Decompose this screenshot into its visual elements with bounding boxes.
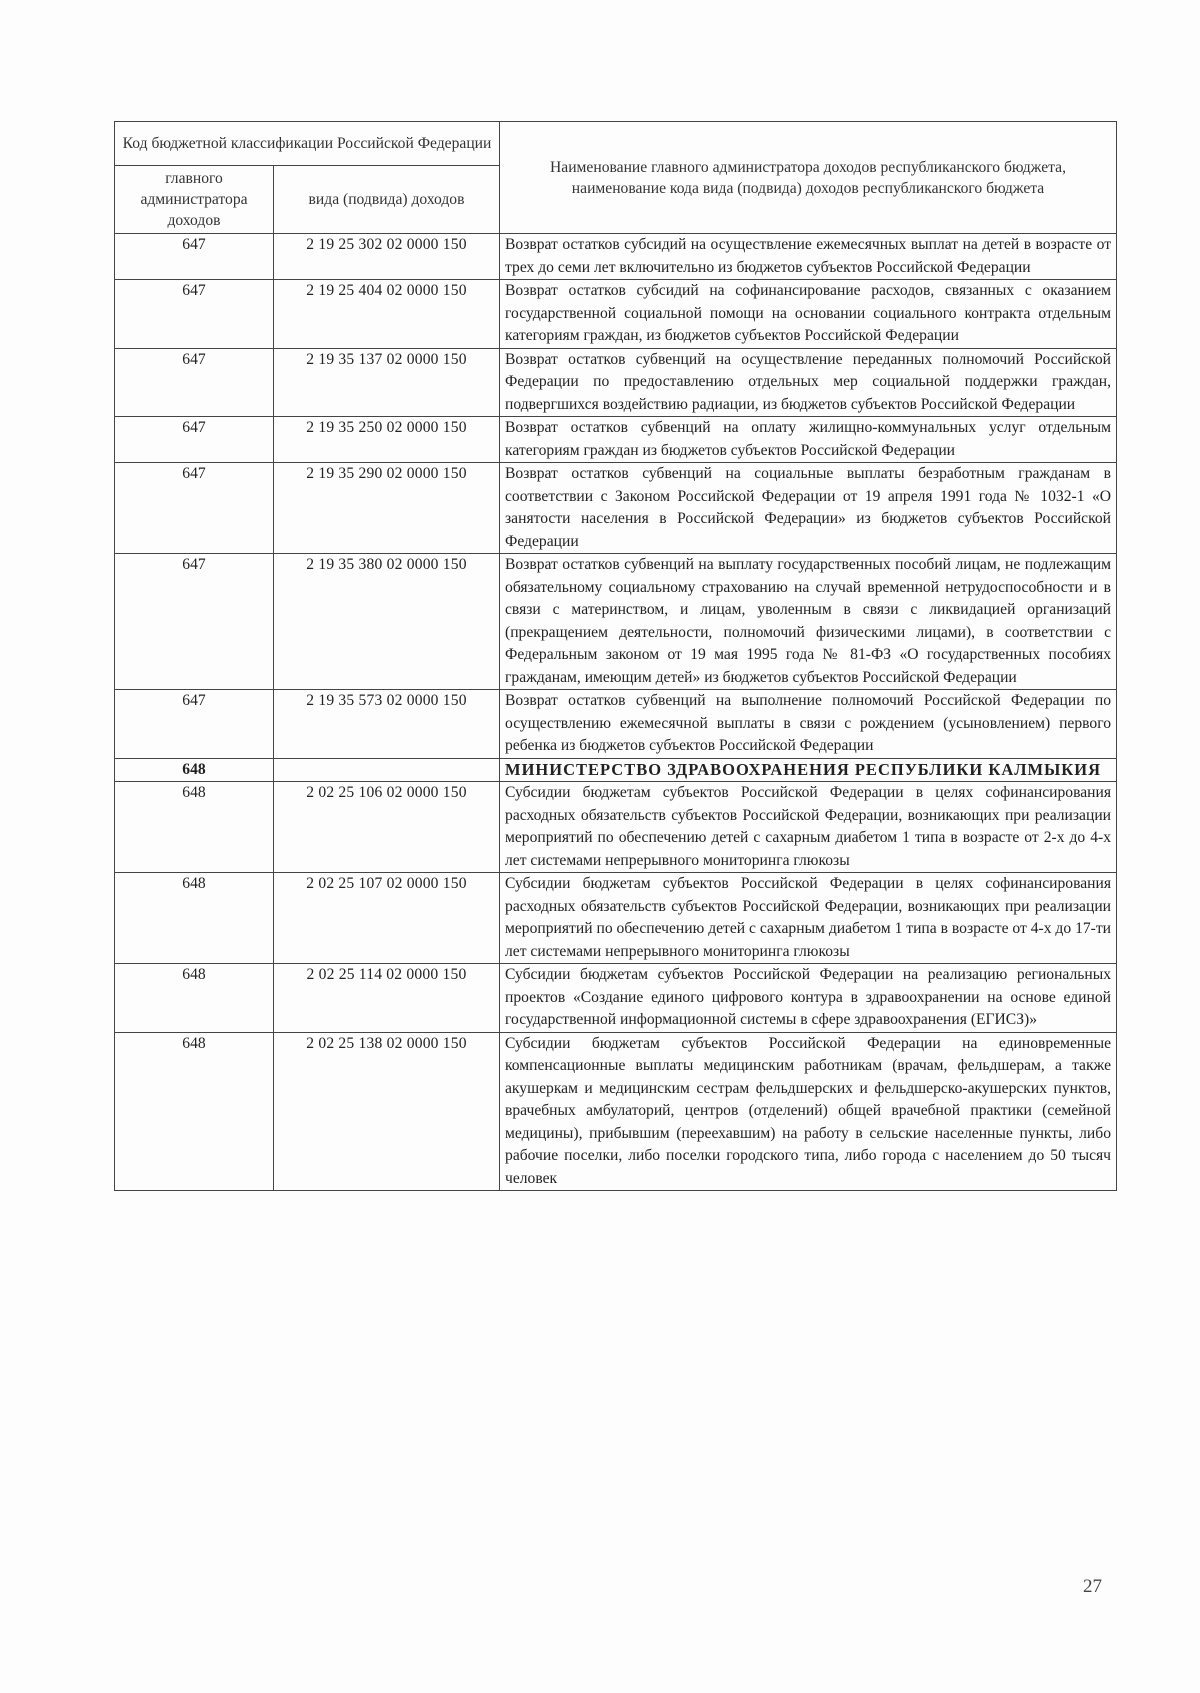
table-row xyxy=(115,690,1117,759)
admin-column-header: главного администратора доходов xyxy=(115,166,274,234)
description-cell: Возврат остатков субвенций на выполнение полномочий Российской Федерации по осуществлению ежемесячной выплаты в связи с рождением (усыновлением) первого ребенка из бюджетов субъектов Российской Федерации xyxy=(500,690,1117,759)
kind-column-header: вида (подвида) доходов xyxy=(274,166,500,234)
description-cell: Субсидии бюджетам субъектов Российской Федерации на единовременные компенсационные выплаты медицинским работникам (врачам, фельдшерам, а также акушеркам и медицинским сестрам фельдшерских и фельдшерско-акушерских пунктов, врачебных амбулаторий, центров (отделений) общей врачебной практики (семейной медицины), прибывшим (переехавшим) на работу в сельские населенные пункты, либо рабочие поселки, либо поселки городского типа, либо города с населением до 50 тысяч человек xyxy=(500,1032,1117,1191)
description-cell: Возврат остатков субвенций на оплату жилищно-коммунальных услуг отдельным категориям граждан из бюджетов субъектов Российской Федерации xyxy=(500,417,1117,463)
admin-code-cell: 647 xyxy=(115,234,274,280)
admin-code-cell: 647 xyxy=(115,690,274,759)
kbk-group-header: Код бюджетной классификации Российской Федерации xyxy=(115,122,500,166)
description-cell: Субсидии бюджетам субъектов Российской Федерации в целях софинансирования расходных обязательств субъектов Российской Федерации, возникающих при реализации мероприятий по обеспечению детей с сахарным диабетом 1 типа в возрасте от 4-х до 17-ти лет системами непрерывного мониторинга глюкозы xyxy=(500,873,1117,964)
admin-code-cell: 647 xyxy=(115,348,274,417)
admin-code-cell: 647 xyxy=(115,417,274,463)
admin-code-cell: 647 xyxy=(115,463,274,554)
description-cell: Возврат остатков субвенций на осуществление переданных полномочий Российской Федерации по предоставлению отдельных мер социальной поддержки граждан, подвергшихся воздействию радиации, из бюджетов субъектов Российской Федерации xyxy=(500,348,1117,417)
budget-classification-table xyxy=(114,121,1117,1191)
table-row xyxy=(115,280,1117,349)
admin-code-cell: 647 xyxy=(115,554,274,690)
table-row xyxy=(115,782,1117,873)
admin-code-cell: 647 xyxy=(115,280,274,349)
kbk-code-cell: 2 19 35 380 02 0000 150 xyxy=(274,554,500,690)
name-column-header: Наименование главного администратора доходов республиканского бюджета, наименование кода вида (подвида) доходов республиканского бюджета xyxy=(500,122,1117,234)
admin-code-cell: 648 xyxy=(115,782,274,873)
kbk-code-cell: 2 19 35 250 02 0000 150 xyxy=(274,417,500,463)
kbk-code-cell: 2 02 25 138 02 0000 150 xyxy=(274,1032,500,1191)
kbk-code-cell: 2 02 25 114 02 0000 150 xyxy=(274,964,500,1033)
description-cell: Возврат остатков субвенций на выплату государственных пособий лицам, не подлежащим обязательному социальному страхованию на случай временной нетрудоспособности и в связи с материнством, и лицам, уволенным в связи с ликвидацией организаций (прекращением деятельности, полномочий физическими лицами), в соответствии с Федеральным законом от 19 мая 1995 года № 81-ФЗ «О государственных пособиях гражданам, имеющим детей» из бюджетов субъектов Российской Федерации xyxy=(500,554,1117,690)
table-row xyxy=(115,1032,1117,1191)
kbk-code-cell: 2 19 35 290 02 0000 150 xyxy=(274,463,500,554)
admin-code-cell: 648 xyxy=(115,758,274,782)
admin-code-cell: 648 xyxy=(115,1032,274,1191)
kbk-code-cell: 2 19 25 302 02 0000 150 xyxy=(274,234,500,280)
kbk-code-cell: 2 02 25 107 02 0000 150 xyxy=(274,873,500,964)
table-header xyxy=(115,122,1117,234)
kbk-code-cell xyxy=(274,758,500,782)
description-cell: Возврат остатков субвенций на социальные выплаты безработным гражданам в соответствии с Законом Российской Федерации от 19 апреля 1991 года № 1032-1 «О занятости населения в Российской Федерации» из бюджетов субъектов Российской Федерации xyxy=(500,463,1117,554)
description-cell: Возврат остатков субсидий на осуществление ежемесячных выплат на детей в возрасте от трех до семи лет включительно из бюджетов субъектов Российской Федерации xyxy=(500,234,1117,280)
table-row xyxy=(115,348,1117,417)
table-row xyxy=(115,554,1117,690)
description-cell: Субсидии бюджетам субъектов Российской Федерации на реализацию региональных проектов «Создание единого цифрового контура в здравоохранении на основе единой государственной информационной системы в сфере здравоохранения (ЕГИСЗ)» xyxy=(500,964,1117,1033)
kbk-code-cell: 2 19 35 573 02 0000 150 xyxy=(274,690,500,759)
table-row xyxy=(115,873,1117,964)
kbk-code-cell: 2 19 35 137 02 0000 150 xyxy=(274,348,500,417)
description-cell: Субсидии бюджетам субъектов Российской Федерации в целях софинансирования расходных обязательств субъектов Российской Федерации, возникающих при реализации мероприятий по обеспечению детей с сахарным диабетом 1 типа в возрасте от 2-х до 4-х лет системами непрерывного мониторинга глюкозы xyxy=(500,782,1117,873)
admin-code-cell: 648 xyxy=(115,964,274,1033)
section-row xyxy=(115,758,1117,782)
table-body xyxy=(115,234,1117,1191)
table-row xyxy=(115,417,1117,463)
table-row xyxy=(115,463,1117,554)
kbk-code-cell: 2 19 25 404 02 0000 150 xyxy=(274,280,500,349)
description-cell: МИНИСТЕРСТВО ЗДРАВООХРАНЕНИЯ РЕСПУБЛИКИ КАЛМЫКИЯ xyxy=(500,758,1117,782)
table-row xyxy=(115,964,1117,1033)
page-number: 27 xyxy=(1083,1576,1102,1597)
admin-code-cell: 648 xyxy=(115,873,274,964)
table-row xyxy=(115,234,1117,280)
kbk-code-cell: 2 02 25 106 02 0000 150 xyxy=(274,782,500,873)
description-cell: Возврат остатков субсидий на софинансирование расходов, связанных с оказанием государственной социальной помощи на основании социального контракта отдельным категориям граждан, из бюджетов субъектов Российской Федерации xyxy=(500,280,1117,349)
